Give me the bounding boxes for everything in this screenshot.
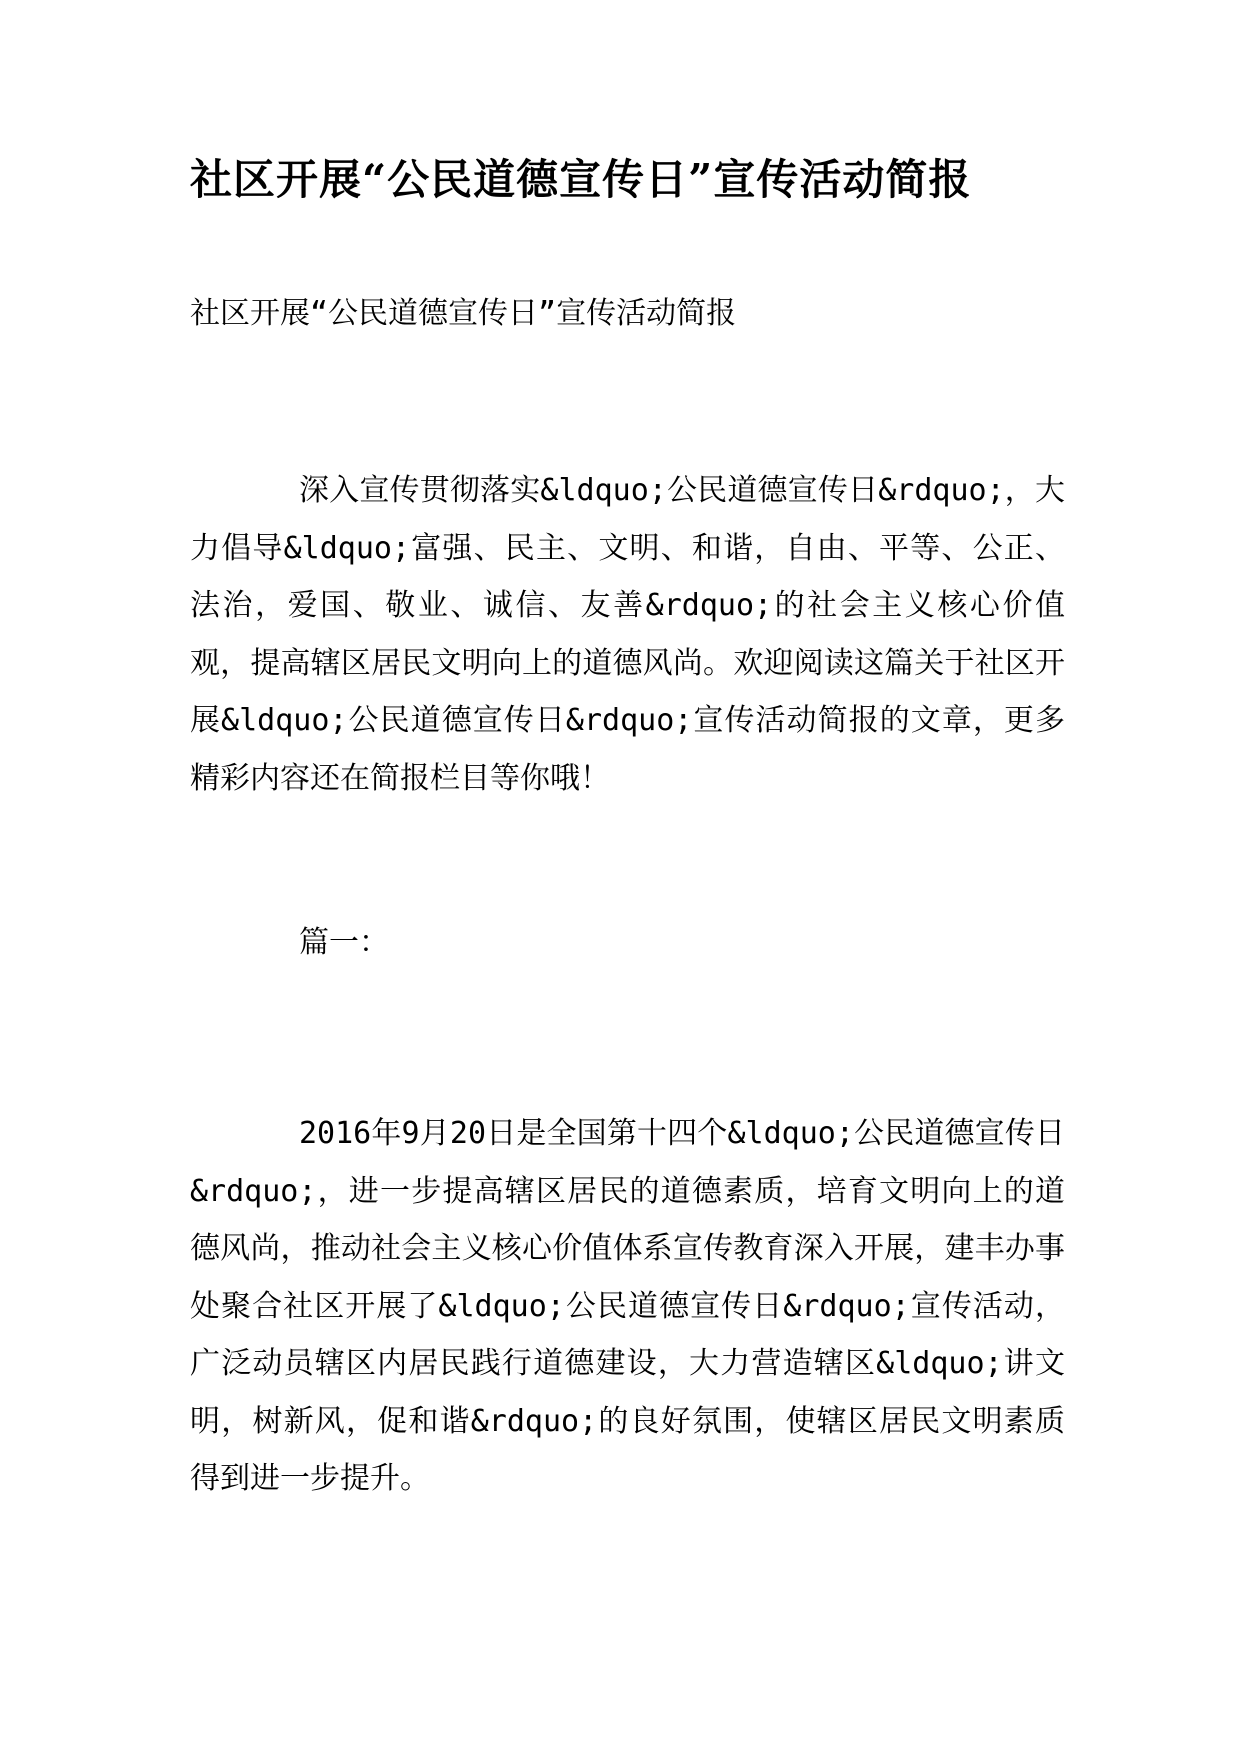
section-heading: 篇一：: [299, 925, 389, 960]
body-paragraph: 2016年9月20日是全国第十四个&ldquo;公民道德宣传日&rdquo;，进一步提高辖区居民的道德素质，培育文明向上的道德风尚，推动社会主义核心价值体系宣传教育深入开展，建丰办事处聚合社区开展了&ldquo;公民道德宣传日&rdquo;宣传活动，广泛动员辖区内居民践行道德建设，大力营造辖区&ldquo;讲文明，树新风，促和谐&rdquo;的良好氛围，使辖区居民文明素质得到进一步提升。: [190, 1116, 1065, 1496]
intro-paragraph: 深入宣传贯彻落实&ldquo;公民道德宣传日&rdquo;，大力倡导&ldquo;富强、民主、文明、和谐，自由、平等、公正、法治，爱国、敬业、诚信、友善&rdquo;的社会主义核心价值观，提高辖区居民文明向上的道德风尚。欢迎阅读这篇关于社区开展&ldquo;公民道德宣传日&rdquo;宣传活动简报的文章，更多精彩内容还在简报栏目等你哦！: [190, 473, 1065, 796]
document-subtitle: 社区开展“公民道德宣传日”宣传活动简报: [190, 296, 737, 331]
document-title: 社区开展“公民道德宣传日”宣传活动简报: [190, 155, 972, 204]
